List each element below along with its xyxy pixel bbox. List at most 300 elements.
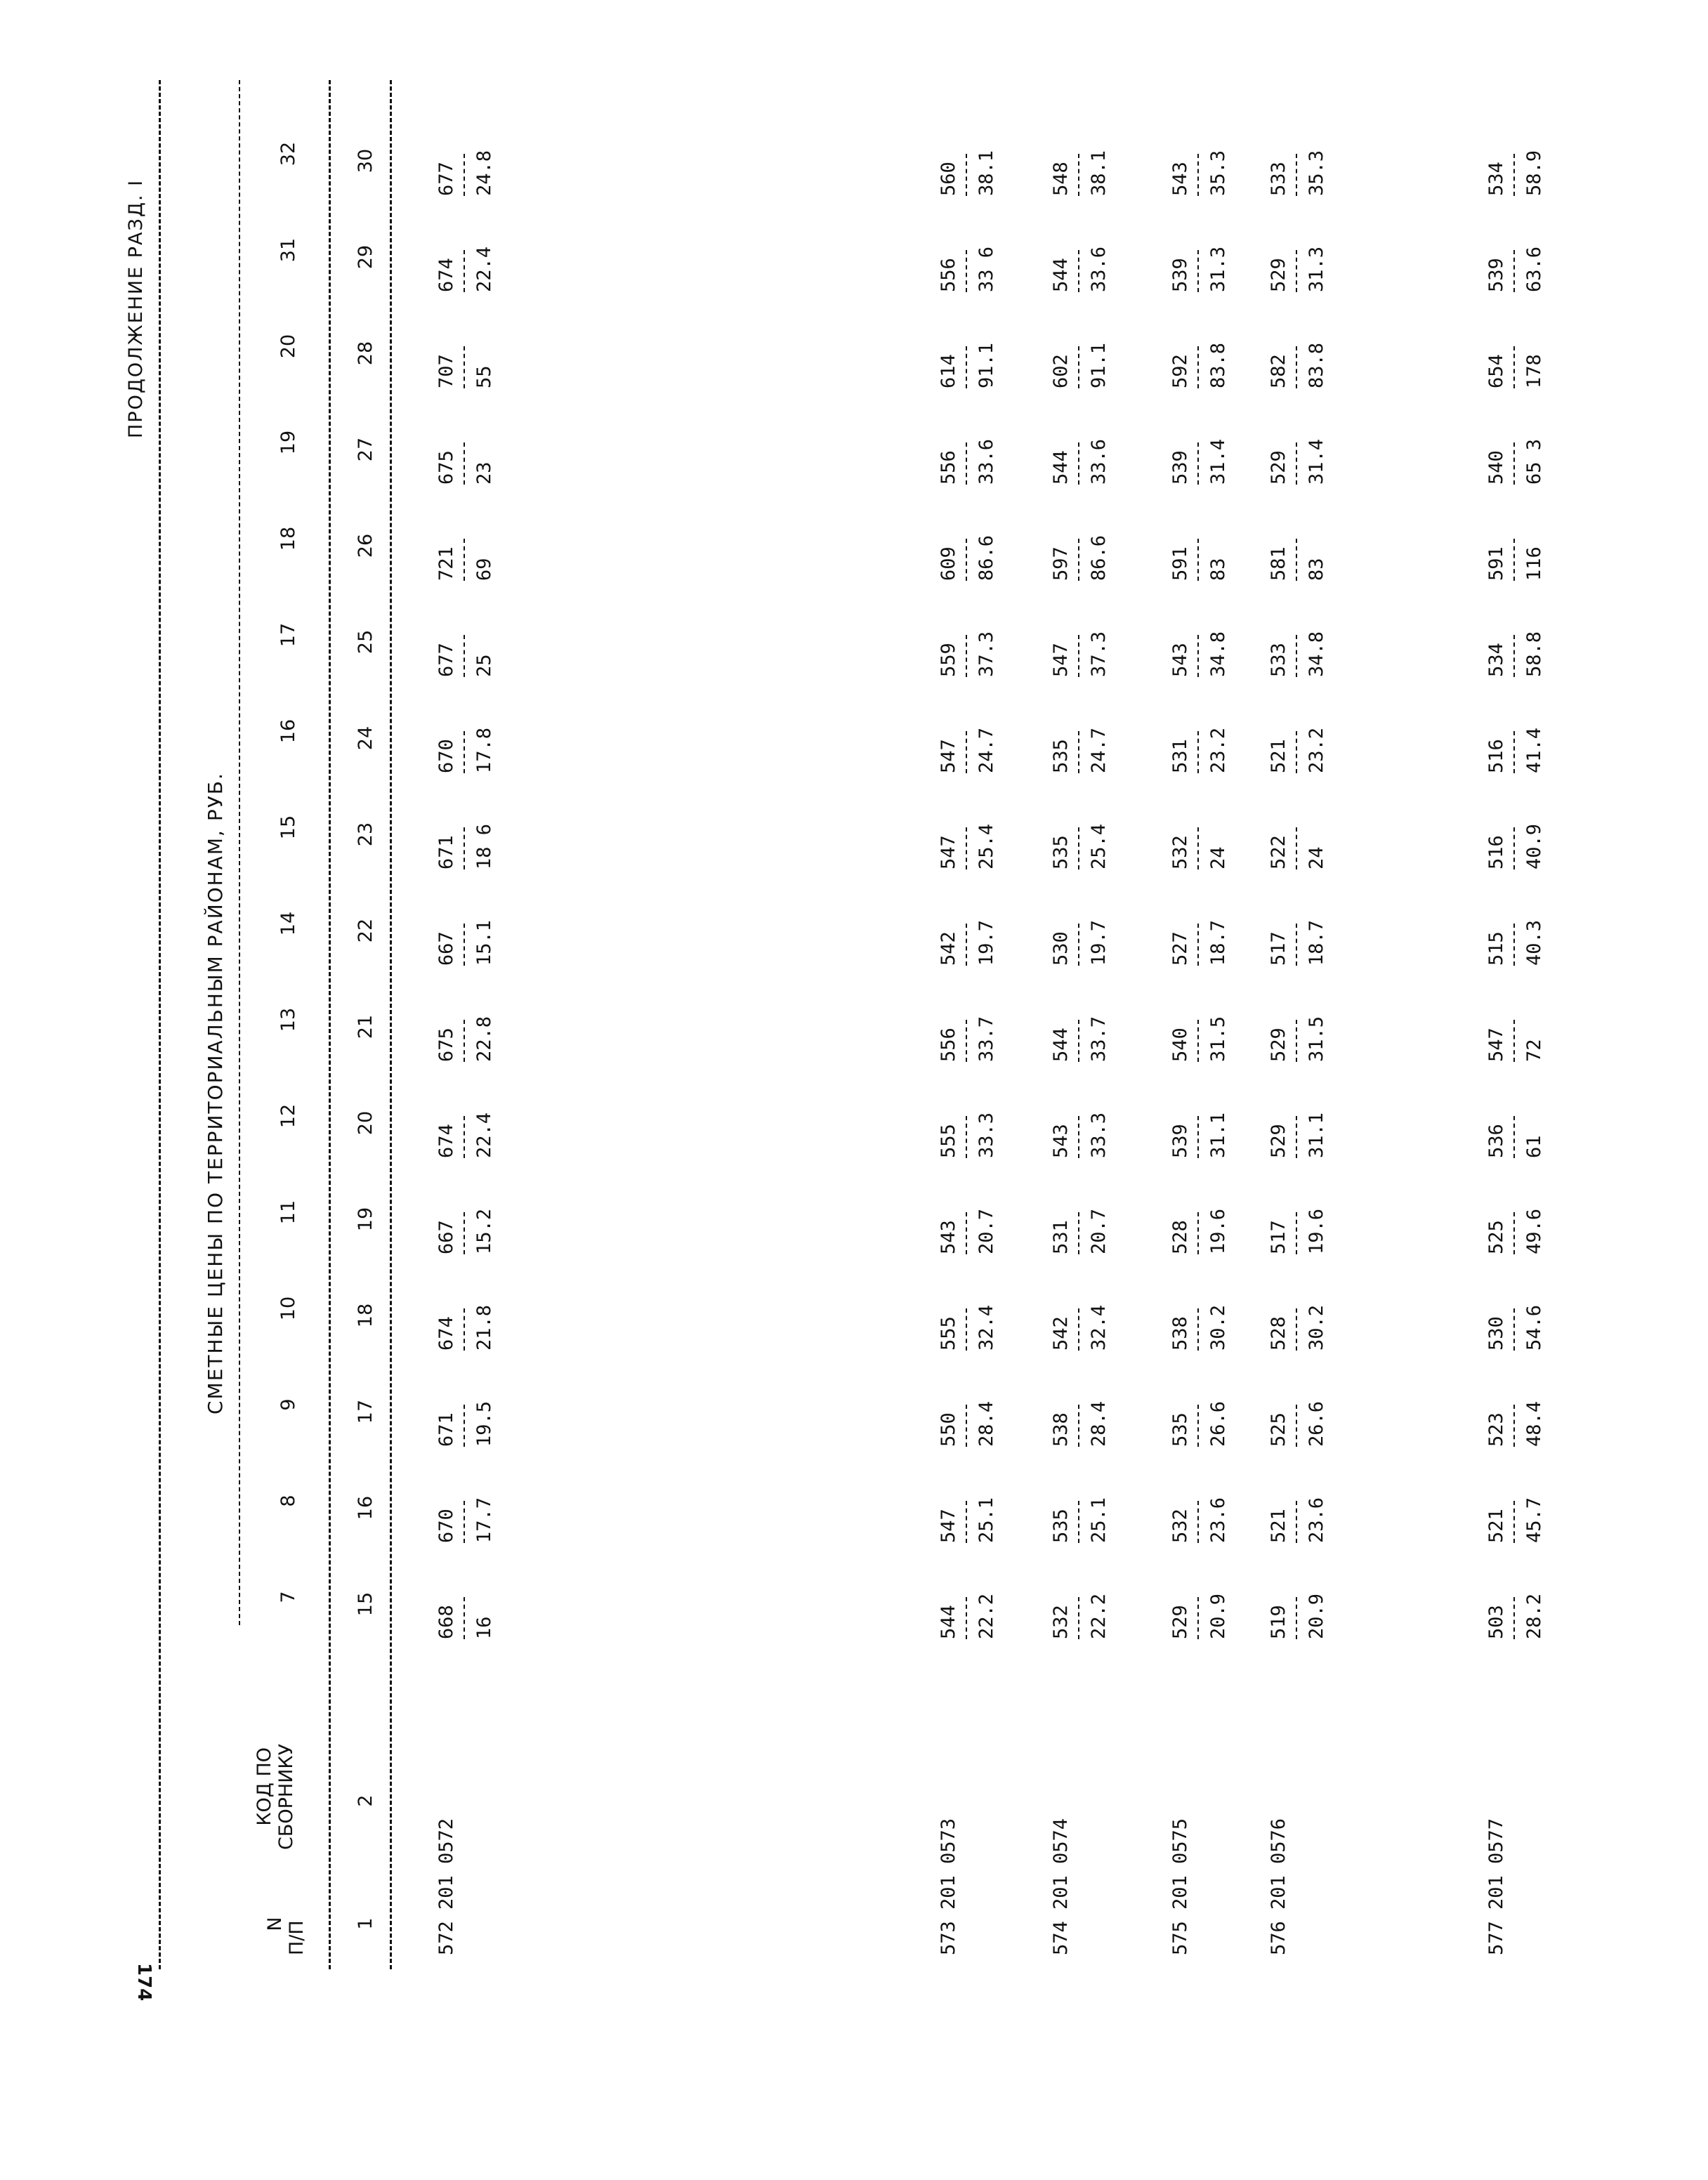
- price-cell: [1268, 682, 1327, 773]
- fraction-value: 20.7: [975, 1208, 997, 1254]
- price-cell: [1169, 586, 1229, 677]
- row-code: 575 201 0575: [1169, 1818, 1191, 1955]
- price-value: 547: [938, 1509, 959, 1543]
- price-value: 654: [1485, 354, 1507, 388]
- fraction-bar: [1078, 1597, 1088, 1639]
- fraction-bar: [1078, 539, 1088, 581]
- price-value: 539: [1169, 258, 1191, 292]
- price-value: 707: [435, 354, 457, 388]
- fraction-value: 83.8: [1207, 342, 1229, 388]
- price-cell: [1050, 1067, 1110, 1158]
- fraction-value: 18.7: [1306, 919, 1327, 966]
- index-cell: 22: [355, 918, 376, 943]
- fraction-value: 16: [473, 1616, 495, 1639]
- row-code: 573 201 0573: [938, 1818, 959, 1955]
- fraction-value: 24.7: [1088, 727, 1110, 773]
- fraction-value: 26.6: [1306, 1400, 1327, 1447]
- index-cell: 19: [355, 1207, 376, 1232]
- price-cell: [1268, 586, 1327, 677]
- fraction-value: 18.7: [1207, 919, 1229, 966]
- price-cell: [1485, 490, 1545, 581]
- index-cell: 27: [355, 437, 376, 462]
- section-header: ПРОДОЛЖЕНИЕ РАЗД. I: [125, 178, 147, 438]
- region-header: 15: [277, 815, 299, 840]
- price-value: 543: [938, 1220, 959, 1254]
- price-cell: [1050, 971, 1110, 1062]
- price-value: 521: [1268, 739, 1289, 773]
- price-value: 667: [435, 931, 457, 966]
- fraction-bar: [1296, 1020, 1306, 1062]
- price-cell: [1169, 393, 1229, 485]
- price-value: 543: [1169, 162, 1191, 196]
- fraction-bar: [1513, 346, 1523, 388]
- fraction-value: 86.6: [1088, 534, 1110, 581]
- fraction-bar: [966, 1020, 975, 1062]
- price-value: 528: [1268, 1316, 1289, 1351]
- fraction-value: 54.6: [1523, 1304, 1545, 1351]
- fraction-bar: [1513, 1020, 1523, 1062]
- fraction-bar: [1513, 635, 1523, 677]
- price-cell: [435, 778, 495, 869]
- price-value: 521: [1485, 1509, 1507, 1543]
- price-cell: [1169, 1355, 1229, 1447]
- fraction-value: 19.7: [975, 919, 997, 966]
- fraction-bar: [464, 1501, 473, 1543]
- index-cell: 25: [355, 629, 376, 655]
- fraction-bar: [1296, 539, 1306, 581]
- price-cell: [938, 874, 997, 966]
- price-value: 519: [1268, 1605, 1289, 1639]
- row-code: 576 201 0576: [1268, 1818, 1289, 1955]
- price-cell: [1169, 874, 1229, 966]
- fraction-bar: [1513, 250, 1523, 292]
- region-header: 31: [277, 237, 299, 263]
- price-value: 540: [1169, 1027, 1191, 1062]
- fraction-bar: [1513, 1405, 1523, 1447]
- fraction-bar: [1197, 1501, 1207, 1543]
- fraction-value: 33.7: [1088, 1016, 1110, 1062]
- fraction-bar: [1197, 250, 1207, 292]
- fraction-bar: [1296, 1405, 1306, 1447]
- price-value: 529: [1268, 1027, 1289, 1062]
- price-cell: [435, 1548, 495, 1639]
- fraction-bar: [1296, 250, 1306, 292]
- fraction-value: 55: [473, 365, 495, 388]
- price-cell: [435, 1355, 495, 1447]
- fraction-value: 17.7: [473, 1497, 495, 1543]
- price-cell: [1485, 586, 1545, 677]
- price-value: 677: [435, 162, 457, 196]
- fraction-bar: [1513, 539, 1523, 581]
- price-value: 543: [1169, 643, 1191, 677]
- price-value: 560: [938, 162, 959, 196]
- price-value: 536: [1485, 1124, 1507, 1158]
- fraction-bar: [1078, 1212, 1088, 1254]
- price-value: 533: [1268, 162, 1289, 196]
- fraction-bar: [464, 635, 473, 677]
- table-top-rule: [159, 80, 161, 1969]
- fraction-value: 17.8: [473, 727, 495, 773]
- price-value: 581: [1268, 546, 1289, 581]
- price-cell: [1485, 1067, 1545, 1158]
- fraction-value: 31.1: [1306, 1112, 1327, 1158]
- price-cell: [938, 1163, 997, 1254]
- fraction-value: 33 6: [975, 246, 997, 292]
- fraction-bar: [1296, 924, 1306, 966]
- price-value: 515: [1485, 931, 1507, 966]
- price-cell: [1268, 1259, 1327, 1351]
- price-value: 547: [1050, 643, 1072, 677]
- price-value: 674: [435, 1124, 457, 1158]
- fraction-bar: [1197, 731, 1207, 773]
- fraction-bar: [464, 539, 473, 581]
- fraction-value: 49.6: [1523, 1208, 1545, 1254]
- fraction-bar: [1078, 250, 1088, 292]
- price-cell: [1485, 1452, 1545, 1543]
- fraction-value: 19.6: [1306, 1208, 1327, 1254]
- fraction-bar: [1197, 1308, 1207, 1351]
- price-value: 556: [938, 1027, 959, 1062]
- price-cell: [938, 778, 997, 869]
- price-cell: [1268, 201, 1327, 292]
- index-cell: 18: [355, 1303, 376, 1328]
- price-value: 544: [1050, 1027, 1072, 1062]
- price-cell: [1268, 1548, 1327, 1639]
- price-value: 671: [435, 1412, 457, 1447]
- price-cell: [1268, 1163, 1327, 1254]
- fraction-value: 22.2: [975, 1593, 997, 1639]
- region-header: 14: [277, 911, 299, 936]
- fraction-bar: [1197, 1116, 1207, 1158]
- fraction-value: 30.2: [1306, 1304, 1327, 1351]
- fraction-bar: [1296, 1212, 1306, 1254]
- fraction-value: 18 6: [473, 823, 495, 869]
- price-cell: [435, 393, 495, 485]
- fraction-bar: [1078, 346, 1088, 388]
- price-cell: [1485, 201, 1545, 292]
- fraction-value: 58.8: [1523, 631, 1545, 677]
- fraction-bar: [1296, 827, 1306, 869]
- price-cell: [1169, 1067, 1229, 1158]
- fraction-value: 35.3: [1207, 150, 1229, 196]
- price-cell: [938, 297, 997, 388]
- fraction-value: 31.5: [1207, 1016, 1229, 1062]
- price-cell: [1169, 778, 1229, 869]
- price-value: 559: [938, 643, 959, 677]
- fraction-value: 33.6: [1088, 438, 1110, 485]
- price-cell: [1485, 393, 1545, 485]
- price-value: 591: [1169, 546, 1191, 581]
- price-value: 538: [1169, 1316, 1191, 1351]
- price-cell: [938, 1548, 997, 1639]
- price-value: 532: [1169, 1509, 1191, 1543]
- index-rule: [390, 80, 392, 1969]
- price-value: 721: [435, 546, 457, 581]
- fraction-bar: [464, 1116, 473, 1158]
- price-cell: [1050, 586, 1110, 677]
- price-cell: [1268, 393, 1327, 485]
- fraction-value: 24: [1207, 846, 1229, 869]
- fraction-bar: [1513, 924, 1523, 966]
- region-header: 18: [277, 526, 299, 551]
- fraction-value: 23: [473, 461, 495, 485]
- fraction-bar: [1513, 154, 1523, 196]
- fraction-bar: [1296, 1116, 1306, 1158]
- price-cell: [435, 682, 495, 773]
- price-value: 517: [1268, 1220, 1289, 1254]
- fraction-bar: [1078, 827, 1088, 869]
- fraction-bar: [1078, 924, 1088, 966]
- fraction-bar: [966, 1212, 975, 1254]
- fraction-bar: [464, 924, 473, 966]
- fraction-bar: [966, 635, 975, 677]
- fraction-bar: [464, 1212, 473, 1254]
- price-cell: [435, 1067, 495, 1158]
- price-value: 542: [938, 931, 959, 966]
- fraction-bar: [464, 154, 473, 196]
- fraction-bar: [1296, 731, 1306, 773]
- fraction-bar: [1513, 827, 1523, 869]
- price-value: 668: [435, 1605, 457, 1639]
- price-value: 556: [938, 258, 959, 292]
- price-cell: [435, 971, 495, 1062]
- fraction-value: 31.5: [1306, 1016, 1327, 1062]
- price-cell: [938, 490, 997, 581]
- price-value: 533: [1268, 643, 1289, 677]
- fraction-value: 21.8: [473, 1304, 495, 1351]
- price-value: 674: [435, 1316, 457, 1351]
- price-cell: [435, 490, 495, 581]
- fraction-value: 20.9: [1207, 1593, 1229, 1639]
- price-cell: [435, 1163, 495, 1254]
- price-value: 525: [1485, 1220, 1507, 1254]
- price-value: 556: [938, 450, 959, 485]
- fraction-bar: [1078, 1116, 1088, 1158]
- fraction-value: 20.9: [1306, 1593, 1327, 1639]
- index-cell: 28: [355, 341, 376, 366]
- index-cell: 30: [355, 148, 376, 173]
- row-code: 577 201 0577: [1485, 1818, 1507, 1955]
- fraction-bar: [966, 539, 975, 581]
- price-cell: [1050, 874, 1110, 966]
- price-cell: [1485, 105, 1545, 196]
- price-value: 532: [1169, 835, 1191, 869]
- price-value: 675: [435, 450, 457, 485]
- region-header: 32: [277, 141, 299, 166]
- fraction-value: 40.3: [1523, 919, 1545, 966]
- fraction-value: 33.3: [1088, 1112, 1110, 1158]
- fraction-value: 20.7: [1088, 1208, 1110, 1254]
- fraction-value: 40.9: [1523, 823, 1545, 869]
- fraction-bar: [966, 154, 975, 196]
- price-cell: [938, 1355, 997, 1447]
- price-cell: [1268, 971, 1327, 1062]
- fraction-bar: [1296, 346, 1306, 388]
- fraction-value: 83: [1207, 558, 1229, 581]
- fraction-bar: [1197, 154, 1207, 196]
- fraction-value: 83.8: [1306, 342, 1327, 388]
- price-cell: [938, 105, 997, 196]
- price-cell: [1169, 201, 1229, 292]
- price-cell: [435, 1259, 495, 1351]
- price-cell: [1485, 682, 1545, 773]
- price-cell: [1169, 1163, 1229, 1254]
- price-value: 582: [1268, 354, 1289, 388]
- index-cell: 20: [355, 1110, 376, 1136]
- fraction-value: 35.3: [1306, 150, 1327, 196]
- fraction-bar: [464, 442, 473, 485]
- price-value: 529: [1268, 450, 1289, 485]
- table-title: СМЕТНЫЕ ЦЕНЫ ПО ТЕРРИТОРИАЛЬНЫМ РАЙОНАМ, РУБ.: [204, 772, 227, 1414]
- price-value: 539: [1485, 258, 1507, 292]
- price-cell: [938, 682, 997, 773]
- fraction-value: 24: [1306, 846, 1327, 869]
- index-cell: 15: [355, 1591, 376, 1617]
- fraction-value: 33.6: [975, 438, 997, 485]
- fraction-bar: [1513, 1597, 1523, 1639]
- col-np-label: N П/П: [264, 1917, 308, 1955]
- index-cell: 16: [355, 1495, 376, 1521]
- index-cell: 2: [355, 1794, 376, 1807]
- price-cell: [1050, 1452, 1110, 1543]
- region-header: 11: [277, 1200, 299, 1225]
- price-cell: [938, 201, 997, 292]
- price-value: 674: [435, 258, 457, 292]
- fraction-bar: [1296, 1597, 1306, 1639]
- page-number: 174: [133, 1963, 155, 2002]
- fraction-value: 28.2: [1523, 1593, 1545, 1639]
- price-value: 539: [1169, 1124, 1191, 1158]
- price-cell: [1050, 1259, 1110, 1351]
- price-value: 543: [1050, 1124, 1072, 1158]
- price-value: 614: [938, 354, 959, 388]
- price-cell: [1485, 874, 1545, 966]
- fraction-value: 34.8: [1207, 631, 1229, 677]
- fraction-bar: [1197, 827, 1207, 869]
- price-value: 677: [435, 643, 457, 677]
- price-value: 531: [1050, 1220, 1072, 1254]
- fraction-value: 23.6: [1306, 1497, 1327, 1543]
- price-value: 544: [938, 1605, 959, 1639]
- price-cell: [1268, 105, 1327, 196]
- fraction-bar: [966, 442, 975, 485]
- price-value: 523: [1485, 1412, 1507, 1447]
- fraction-value: 31.4: [1207, 438, 1229, 485]
- fraction-value: 15.2: [473, 1208, 495, 1254]
- fraction-value: 24.8: [473, 150, 495, 196]
- price-value: 521: [1268, 1509, 1289, 1543]
- price-cell: [1050, 682, 1110, 773]
- fraction-bar: [966, 1405, 975, 1447]
- price-value: 534: [1485, 162, 1507, 196]
- index-cell: 1: [355, 1917, 376, 1930]
- index-cell: 29: [355, 244, 376, 270]
- fraction-bar: [1078, 1308, 1088, 1351]
- row-code: 572 201 0572: [435, 1818, 457, 1955]
- fraction-bar: [966, 250, 975, 292]
- fraction-value: 25.1: [975, 1497, 997, 1543]
- fraction-value: 23.2: [1306, 727, 1327, 773]
- price-cell: [1050, 1355, 1110, 1447]
- row-code: 574 201 0574: [1050, 1818, 1072, 1955]
- fraction-value: 25.1: [1088, 1497, 1110, 1543]
- price-cell: [1050, 201, 1110, 292]
- fraction-value: 23.2: [1207, 727, 1229, 773]
- fraction-value: 31.4: [1306, 438, 1327, 485]
- price-value: 527: [1169, 931, 1191, 966]
- fraction-value: 19.6: [1207, 1208, 1229, 1254]
- region-header: 10: [277, 1296, 299, 1321]
- title-underline: [239, 80, 240, 1625]
- fraction-value: 25.4: [1088, 823, 1110, 869]
- fraction-value: 31.1: [1207, 1112, 1229, 1158]
- fraction-bar: [1296, 154, 1306, 196]
- region-header: 8: [277, 1495, 299, 1507]
- region-header: 16: [277, 718, 299, 744]
- price-value: 522: [1268, 835, 1289, 869]
- region-header: 13: [277, 1007, 299, 1032]
- price-cell: [1485, 778, 1545, 869]
- price-value: 528: [1169, 1220, 1191, 1254]
- fraction-bar: [966, 1308, 975, 1351]
- price-value: 671: [435, 835, 457, 869]
- fraction-bar: [1197, 442, 1207, 485]
- fraction-value: 25: [473, 654, 495, 677]
- price-cell: [1169, 105, 1229, 196]
- price-value: 517: [1268, 931, 1289, 966]
- fraction-value: 30.2: [1207, 1304, 1229, 1351]
- price-value: 535: [1050, 739, 1072, 773]
- fraction-value: 25.4: [975, 823, 997, 869]
- fraction-bar: [464, 346, 473, 388]
- fraction-value: 15.1: [473, 919, 495, 966]
- price-cell: [1169, 490, 1229, 581]
- fraction-bar: [1197, 1597, 1207, 1639]
- price-value: 534: [1485, 643, 1507, 677]
- fraction-value: 22.8: [473, 1016, 495, 1062]
- fraction-bar: [966, 924, 975, 966]
- price-cell: [1485, 1259, 1545, 1351]
- price-cell: [938, 1259, 997, 1351]
- price-cell: [1268, 1355, 1327, 1447]
- price-cell: [1268, 297, 1327, 388]
- price-value: 675: [435, 1027, 457, 1062]
- fraction-bar: [464, 731, 473, 773]
- price-cell: [1169, 682, 1229, 773]
- region-header: 9: [277, 1398, 299, 1411]
- fraction-value: 31.3: [1306, 246, 1327, 292]
- price-value: 609: [938, 546, 959, 581]
- price-cell: [435, 201, 495, 292]
- price-cell: [1050, 778, 1110, 869]
- fraction-bar: [1296, 1308, 1306, 1351]
- fraction-bar: [464, 1405, 473, 1447]
- region-header: 7: [277, 1591, 299, 1603]
- fraction-bar: [1078, 731, 1088, 773]
- price-value: 602: [1050, 354, 1072, 388]
- fraction-value: 61: [1523, 1135, 1545, 1158]
- index-cell: 24: [355, 725, 376, 751]
- price-value: 547: [1485, 1027, 1507, 1062]
- fraction-bar: [1296, 635, 1306, 677]
- price-cell: [1485, 297, 1545, 388]
- price-cell: [1485, 1163, 1545, 1254]
- price-cell: [1169, 971, 1229, 1062]
- price-value: 670: [435, 739, 457, 773]
- price-value: 516: [1485, 739, 1507, 773]
- price-value: 535: [1169, 1412, 1191, 1447]
- index-cell: 23: [355, 822, 376, 847]
